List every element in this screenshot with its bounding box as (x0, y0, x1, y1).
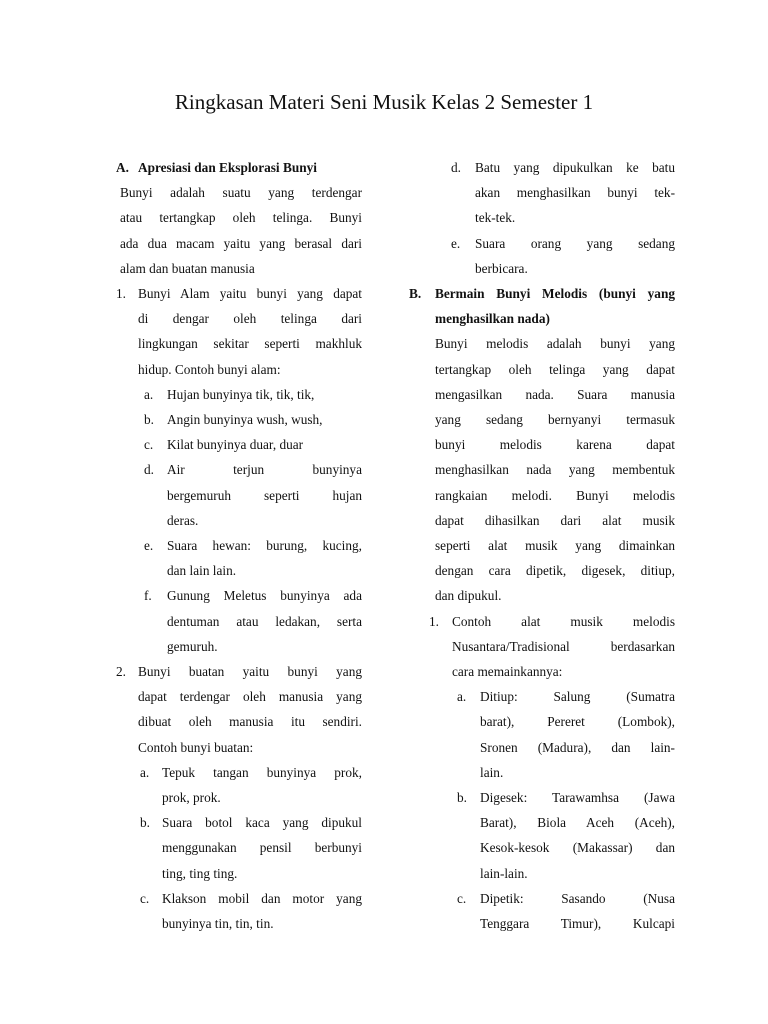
text-line: Angin bunyinya wush, wush, (167, 412, 323, 428)
text-line: dentuman atau ledakan, serta (167, 613, 362, 629)
text-line: lain. (480, 764, 504, 780)
text-line: Bunyi buatan yaitu bunyi yang (138, 664, 362, 680)
section-b-intro (409, 331, 675, 608)
text-line: Contoh bunyi buatan: (138, 739, 254, 755)
text-line: dengan cara dipetik, digesek, ditiup, (435, 563, 675, 579)
text-line: dan lain lain. (167, 563, 237, 579)
text-line: di dengar oleh telinga dari (138, 311, 362, 327)
text-line: Batu yang dipukulkan ke batu (475, 160, 675, 175)
section-b-heading (409, 281, 675, 331)
list-marker: a. (457, 689, 467, 705)
list-marker: e. (451, 235, 461, 251)
text-line: gemuruh. (167, 638, 218, 654)
list-marker: b. (144, 412, 154, 428)
list-marker: c. (144, 437, 154, 453)
text-line: Suara hewan: burung, kucing, (167, 538, 362, 554)
list-item (457, 684, 675, 785)
text-line: dibuat oleh manusia itu sendiri. (138, 714, 362, 730)
sublist-bunyi-buatan (116, 760, 362, 936)
text-line: dan dipukul. (435, 588, 502, 604)
text-line: ada dua macam yaitu yang berasal dari (120, 235, 362, 251)
text-line: akan menghasilkan bunyi tek- (475, 185, 675, 201)
section-b-marker: B. (409, 286, 422, 302)
text-line: bergemuruh seperti hujan (167, 487, 362, 503)
section-b-title: menghasilkan nada) (435, 311, 550, 327)
sublist-bunyi-alam (116, 382, 362, 659)
list-item (451, 231, 675, 281)
list-item (144, 432, 362, 457)
list-marker: b. (140, 815, 150, 831)
text-line: dapat dihasilkan dari alat musik (435, 512, 675, 528)
list-marker: d. (144, 462, 154, 478)
text-line: Bunyi melodis adalah bunyi yang (435, 336, 675, 352)
text-line: rangkaian melodi. Bunyi melodis (435, 487, 675, 503)
text-line: alam dan buatan manusia (120, 260, 255, 276)
list-marker: b. (457, 790, 467, 806)
text-line: Bunyi Alam yaitu bunyi yang dapat (138, 286, 362, 302)
list-item (457, 785, 675, 886)
text-line: Tenggara Timur), Kulcapi (480, 916, 675, 932)
text-line: menggunakan pensil berbunyi (162, 840, 362, 856)
list-marker: d. (451, 160, 461, 175)
text-line: ting, ting ting. (162, 865, 238, 881)
document-title: Ringkasan Materi Seni Musik Kelas 2 Semester 1 (174, 90, 594, 114)
text-line: Bunyi adalah suatu yang terdengar (120, 185, 362, 201)
text-line: Barat), Biola Aceh (Aceh), (480, 815, 675, 831)
left-column (116, 155, 362, 936)
text-line: seperti alat musik yang dimainkan (435, 538, 675, 554)
text-line: berbicara. (475, 260, 528, 276)
text-line: hidup. Contoh bunyi alam: (138, 361, 281, 377)
text-line: bunyi melodis karena dapat (435, 437, 675, 453)
text-line: cara memainkannya: (452, 664, 563, 680)
list-item (144, 457, 362, 533)
section-a-heading (116, 155, 362, 180)
list-marker: c. (457, 890, 467, 906)
text-line: Kesok-kesok (Makassar) dan (480, 840, 675, 856)
section-b-title: Bermain Bunyi Melodis (bunyi yang (435, 286, 675, 302)
text-line: Sronen (Madura), dan lain- (480, 739, 675, 755)
text-line: Suara orang yang sedang (475, 235, 675, 251)
text-line: Contoh alat musik melodis (452, 613, 675, 629)
list-item (144, 533, 362, 583)
text-line: Dipetik: Sasando (Nusa (480, 890, 675, 906)
text-line: Air terjun bunyinya (167, 462, 362, 478)
text-line: atau tertangkap oleh telinga. Bunyi (120, 210, 362, 226)
list-item (140, 886, 362, 936)
list-item (144, 583, 362, 659)
section-a-title: Apresiasi dan Eksplorasi Bunyi (138, 160, 317, 175)
section-a-marker: A. (116, 160, 129, 175)
continued-sublist (409, 155, 675, 281)
text-line: deras. (167, 512, 199, 528)
text-line: mengasilkan nada. Suara manusia (435, 386, 675, 402)
text-line: Hujan bunyinya tik, tik, tik, (167, 386, 315, 402)
list-marker: 2. (116, 664, 126, 680)
list-item (457, 886, 675, 936)
list-marker: c. (140, 890, 150, 906)
list-marker: a. (140, 764, 150, 780)
text-line: lain-lain. (480, 865, 528, 881)
text-line: Digesek: Tarawamhsa (Jawa (480, 790, 675, 806)
list-item (144, 382, 362, 407)
list-item (451, 155, 675, 231)
list-marker: 1. (116, 286, 126, 302)
text-line: tertangkap oleh telinga yang dapat (435, 361, 675, 377)
list-marker: a. (144, 386, 154, 402)
text-line: menghasilkan nada yang membentuk (435, 462, 675, 478)
list-item-bunyi-buatan (116, 659, 362, 760)
section-a-intro (116, 180, 362, 281)
text-line: barat), Pereret (Lombok), (480, 714, 675, 730)
list-item (140, 760, 362, 810)
text-line: Ditiup: Salung (Sumatra (480, 689, 675, 705)
text-line: Gunung Meletus bunyinya ada (167, 588, 362, 604)
list-marker: f. (144, 588, 152, 604)
list-item (140, 810, 362, 886)
text-line: Klakson mobil dan motor yang (162, 890, 362, 906)
right-column (409, 155, 675, 936)
list-item-bunyi-alam (116, 281, 362, 382)
text-line: Kilat bunyinya duar, duar (167, 437, 304, 453)
list-marker: e. (144, 538, 154, 554)
text-line: Suara botol kaca yang dipukul (162, 815, 362, 831)
text-line: bunyinya tin, tin, tin. (162, 916, 274, 932)
text-line: prok, prok. (162, 790, 221, 806)
text-line: Tepuk tangan bunyinya prok, (162, 764, 362, 780)
text-line: yang sedang bernyanyi termasuk (435, 412, 675, 428)
text-line: Nusantara/Tradisional berdasarkan (452, 638, 675, 654)
text-line: dapat terdengar oleh manusia yang (138, 689, 362, 705)
text-line: lingkungan sekitar seperti makhluk (138, 336, 362, 352)
list-item-contoh-alat-musik (409, 609, 675, 685)
list-item (144, 407, 362, 432)
list-marker: 1. (429, 613, 439, 629)
sublist-alat-musik (409, 684, 675, 936)
text-line: tek-tek. (475, 210, 516, 226)
